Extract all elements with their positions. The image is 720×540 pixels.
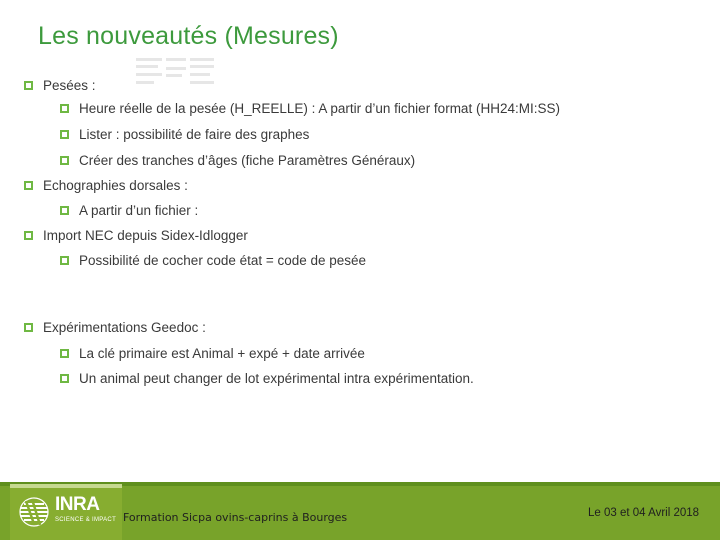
- bullet-lister: [60, 127, 309, 142]
- bullet-text: Echographies dorsales :: [43, 178, 188, 193]
- bullet-square-icon: [60, 156, 69, 165]
- bullet-code-etat: [60, 253, 366, 268]
- bullet-square-icon: [24, 323, 33, 332]
- bullet-cle-primaire: [60, 346, 365, 361]
- bullet-square-icon: [24, 81, 33, 90]
- logo-subtext: SCIENCE & IMPACT: [55, 517, 117, 523]
- bullet-text: Créer des tranches d’âges (fiche Paramètres Généraux): [79, 153, 416, 168]
- logo-text: INRA: [55, 494, 100, 515]
- bullet-pesees: [24, 78, 96, 93]
- slide-title: Les nouveautés (Mesures): [38, 22, 339, 50]
- bullet-text: Possibilité de cocher code état = code de pesée: [79, 253, 367, 268]
- bullet-square-icon: [60, 130, 69, 139]
- bullet-text: Import NEC depuis Sidex-Idlogger: [43, 228, 248, 243]
- bullet-square-icon: [60, 374, 69, 383]
- footer-center-text: Formation Sicpa ovins-caprins à Bourges: [123, 511, 348, 524]
- bullet-experimentations: [24, 320, 206, 335]
- bullet-square-icon: [24, 231, 33, 240]
- bullet-tranches-ages: [60, 153, 415, 168]
- inra-globe-icon: [18, 496, 50, 528]
- decorative-table-graphic: [136, 56, 216, 90]
- bullet-echographies: [24, 178, 188, 193]
- bullet-square-icon: [60, 206, 69, 215]
- bullet-text: A partir d’un fichier :: [79, 203, 199, 218]
- inra-logo: [10, 484, 122, 540]
- bullet-animal-lot: [60, 371, 474, 386]
- bullet-fichier: [60, 203, 198, 218]
- bullet-square-icon: [60, 104, 69, 113]
- footer-date-text: Le 03 et 04 Avril 2018: [588, 507, 700, 519]
- bullet-text: Lister : possibilité de faire des graphes: [79, 127, 310, 142]
- bullet-square-icon: [60, 256, 69, 265]
- bullet-heure-reelle: [60, 101, 560, 116]
- bullet-text: La clé primaire est Animal + expé + date arrivée: [79, 346, 365, 361]
- bullet-text: Un animal peut changer de lot expérimental intra expérimentation.: [79, 371, 474, 386]
- bullet-text: Pesées :: [43, 78, 96, 93]
- bullet-text: Heure réelle de la pesée (H_REELLE) : A partir d’un fichier format (HH24:MI:SS): [79, 101, 560, 116]
- bullet-square-icon: [60, 349, 69, 358]
- bullet-text: Expérimentations Geedoc :: [43, 320, 206, 335]
- bullet-import-nec: [24, 228, 248, 243]
- bullet-square-icon: [24, 181, 33, 190]
